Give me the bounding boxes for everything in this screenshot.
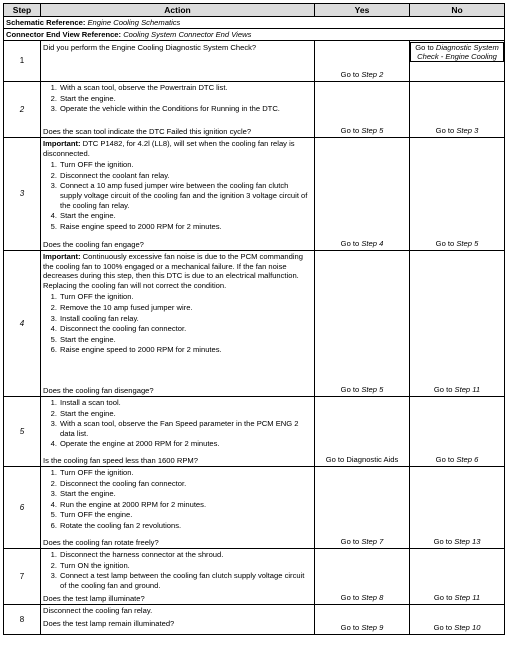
instruction-item [43, 160, 312, 170]
step-question: Is the cooling fan speed less than 1600 RPM? [43, 456, 198, 466]
step-action [41, 41, 315, 82]
instruction-text: Disconnect the cooling fan connector. [60, 324, 187, 334]
step-number: 8 [4, 605, 41, 635]
instruction-number: 4. [50, 324, 57, 334]
instruction-number: 2. [50, 478, 57, 488]
step-number: 1 [4, 41, 41, 82]
instruction-text: Turn OFF the ignition. [60, 292, 134, 302]
step-number: 2 [4, 82, 41, 138]
connector-reference [4, 29, 505, 41]
instruction-number: 4. [50, 439, 57, 449]
step-number: 7 [4, 549, 41, 605]
yes-cell [315, 41, 410, 82]
yes-prefix: Go to [340, 239, 362, 249]
no-link[interactable] [436, 455, 479, 464]
instruction-text: Raise engine speed to 2000 RPM for 2 minutes. [60, 345, 222, 355]
instruction-number: 5. [50, 221, 57, 231]
instruction-item [43, 104, 312, 114]
schematic-label: Schematic Reference: [6, 18, 86, 27]
step-row [4, 138, 505, 251]
no-step: Step 10 [454, 623, 481, 633]
instruction-item [43, 171, 312, 181]
instruction-number: 1. [50, 292, 57, 302]
instruction-item [43, 409, 312, 419]
schematic-reference-row [4, 17, 505, 29]
header-step: Step [4, 4, 41, 17]
instruction-text: With a scan tool, observe the Fan Speed parameter in the PCM ENG 2 data list. [60, 419, 299, 438]
header-action: Action [41, 4, 315, 17]
no-prefix: Go to [435, 455, 457, 465]
instruction-item [43, 211, 312, 221]
yes-cell [315, 397, 410, 467]
step-row [4, 41, 505, 82]
instruction-text: Start the engine. [60, 408, 116, 418]
instruction-number: 4. [50, 211, 57, 221]
no-prefix: Go to [433, 623, 455, 633]
instruction-number: 3. [50, 489, 57, 499]
step-action [41, 251, 315, 397]
yes-link[interactable] [341, 70, 384, 79]
instruction-text: Disconnect the harness connector at the shroud. [60, 550, 224, 559]
no-link[interactable] [434, 623, 481, 632]
no-link[interactable] [434, 593, 480, 602]
instruction-text: Connect a test lamp between the cooling fan clutch supply voltage circuit of the cooling fan and ground. [60, 571, 305, 590]
no-cell [410, 41, 505, 82]
no-link[interactable] [410, 42, 504, 62]
no-cell [410, 397, 505, 467]
action-line: Disconnect the cooling fan relay. [43, 606, 153, 615]
instruction-item [43, 571, 312, 590]
yes-cell [315, 605, 410, 635]
instruction-number: 2. [50, 170, 57, 180]
instruction-number: 1. [50, 160, 57, 170]
step-action [41, 397, 315, 467]
step-question: Does the cooling fan disengage? [43, 386, 154, 396]
header-no: No [410, 4, 505, 17]
instruction-text: Remove the 10 amp fused jumper wire. [60, 302, 193, 312]
step-action [41, 467, 315, 549]
instruction-item [43, 550, 312, 560]
instruction-number: 4. [50, 499, 57, 509]
no-link[interactable] [434, 385, 480, 394]
instruction-text: Turn OFF the ignition. [60, 160, 134, 170]
connector-label: Connector End View Reference: [6, 30, 122, 39]
action-line: Does the test lamp remain illuminated? [43, 618, 175, 628]
step-question: Does the scan tool indicate the DTC Failed this ignition cycle? [43, 127, 252, 137]
step-question: Does the test lamp illuminate? [43, 594, 145, 604]
step-question: Does the cooling fan rotate freely? [43, 538, 159, 548]
instruction-text: Connect a 10 amp fused jumper wire between the cooling fan clutch supply voltage circuit of the cooling fan and the ignition 3 voltage circuit of the cooling fan relay. [60, 181, 308, 210]
important-text: Continuously excessive fan noise is due to the PCM commanding the cooling fan to 100% engaged or a mechanical failure. If the fan noise decreases during this step, then this DTC is due to an electrical malfunction. Replacing the cooling fan will not correct the condition. [43, 252, 304, 290]
yes-cell [315, 549, 410, 605]
yes-step: Step 9 [361, 623, 384, 633]
instruction-item [43, 292, 312, 302]
no-link[interactable] [436, 239, 479, 248]
yes-step: Step 4 [361, 239, 384, 249]
instruction-item [43, 439, 312, 449]
yes-prefix: Go to [340, 623, 362, 633]
instruction-text: Raise engine speed to 2000 RPM for 2 minutes. [60, 221, 222, 231]
yes-prefix: Go to [340, 593, 362, 603]
instruction-number: 2. [50, 560, 57, 570]
yes-step: Step 8 [361, 593, 384, 603]
yes-step: Step 5 [361, 126, 384, 136]
yes-cell [315, 251, 410, 397]
yes-prefix: Go to [340, 126, 362, 136]
no-cell [410, 251, 505, 397]
instruction-number: 2. [50, 408, 57, 418]
instruction-item [43, 303, 312, 313]
instruction-list [43, 468, 312, 531]
step-action [41, 138, 315, 251]
no-prefix: Go to [435, 126, 457, 136]
instruction-number: 3. [50, 571, 57, 581]
instruction-number: 5. [50, 334, 57, 344]
step-row [4, 467, 505, 549]
instruction-number: 6. [50, 345, 57, 355]
schematic-link[interactable]: Engine Cooling Schematics [87, 18, 181, 27]
important-note [43, 139, 312, 158]
no-step: Diagnostic System Check - Engine Cooling [417, 43, 499, 61]
yes-link[interactable] [341, 537, 384, 546]
no-step: Step 11 [454, 593, 481, 603]
instruction-number: 2. [50, 93, 57, 103]
instruction-item [43, 222, 312, 232]
yes-link[interactable] [341, 239, 384, 248]
instruction-text: Install a scan tool. [60, 398, 121, 407]
instruction-text: Disconnect the coolant fan relay. [60, 170, 170, 180]
no-step: Step 5 [456, 239, 479, 249]
instruction-number: 1. [50, 83, 57, 92]
no-cell [410, 82, 505, 138]
instruction-item [43, 324, 312, 334]
yes-cell [315, 138, 410, 251]
instruction-list [43, 398, 312, 449]
important-label: Important: [43, 139, 81, 148]
instruction-number: 1. [50, 550, 57, 559]
instruction-list [43, 160, 312, 231]
yes-link[interactable] [341, 385, 384, 394]
step-row [4, 549, 505, 605]
instruction-list [43, 83, 312, 114]
instruction-number: 3. [50, 419, 57, 429]
instruction-number: 1. [50, 398, 57, 407]
instruction-item [43, 489, 312, 499]
important-label: Important: [43, 252, 81, 261]
instruction-text: Rotate the cooling fan 2 revolutions. [60, 520, 182, 530]
instruction-number: 1. [50, 468, 57, 477]
no-cell [410, 138, 505, 251]
yes-step: Step 7 [361, 537, 384, 547]
yes-prefix: Go to [340, 537, 362, 547]
instruction-item [43, 479, 312, 489]
instruction-list [43, 292, 312, 355]
connector-link[interactable]: Cooling System Connector End Views [123, 30, 252, 39]
yes-link[interactable] [341, 126, 384, 135]
instruction-text: Disconnect the cooling fan connector. [60, 478, 187, 488]
instruction-item [43, 94, 312, 104]
yes-link[interactable] [341, 623, 384, 632]
instruction-item [43, 335, 312, 345]
instruction-text: Turn OFF the engine. [60, 510, 133, 520]
yes-link[interactable] [326, 455, 399, 464]
instruction-number: 5. [50, 510, 57, 520]
instruction-item [43, 510, 312, 520]
no-prefix: Go to [433, 537, 455, 547]
instruction-item [43, 398, 312, 408]
instruction-item [43, 419, 312, 438]
step-number: 4 [4, 251, 41, 397]
no-cell [410, 605, 505, 635]
instruction-item [43, 83, 312, 93]
instruction-text: Operate the vehicle within the Conditions for Running in the DTC. [60, 104, 280, 114]
no-link[interactable] [434, 537, 481, 546]
no-step: Step 11 [454, 385, 481, 395]
instruction-item [43, 181, 312, 210]
yes-link[interactable] [341, 593, 384, 602]
step-question: Did you perform the Engine Cooling Diagnostic System Check? [43, 43, 257, 52]
instruction-text: With a scan tool, observe the Powertrain DTC list. [60, 83, 228, 92]
instruction-number: 6. [50, 520, 57, 530]
instruction-number: 2. [50, 302, 57, 312]
important-text: DTC P1482, for 4.2l (LL8), will set when the cooling fan relay is disconnected. [43, 139, 295, 158]
document [3, 3, 504, 635]
instruction-item [43, 500, 312, 510]
no-prefix: Go to [435, 239, 457, 249]
step-number: 3 [4, 138, 41, 251]
no-cell [410, 467, 505, 549]
instruction-item [43, 561, 312, 571]
yes-prefix: Go to Diagnostic Aids [325, 455, 399, 465]
header-row [4, 4, 505, 17]
important-note [43, 252, 312, 290]
yes-step: Step 5 [361, 385, 384, 395]
instruction-item [43, 314, 312, 324]
step-action [41, 82, 315, 138]
no-step: Step 13 [454, 537, 481, 547]
instruction-text: Turn OFF the ignition. [60, 468, 134, 477]
step-action [41, 605, 315, 635]
connector-reference-row [4, 29, 505, 41]
yes-step: Step 2 [361, 70, 384, 80]
step-row [4, 82, 505, 138]
yes-cell [315, 82, 410, 138]
step-row [4, 397, 505, 467]
step-row [4, 251, 505, 397]
instruction-text: Start the engine. [60, 334, 116, 344]
step-action [41, 549, 315, 605]
instruction-text: Start the engine. [60, 489, 116, 499]
instruction-text: Start the engine. [60, 211, 116, 221]
header-yes: Yes [315, 4, 410, 17]
step-number: 5 [4, 397, 41, 467]
no-prefix: Go to [433, 385, 455, 395]
instruction-number: 3. [50, 104, 57, 114]
instruction-text: Operate the engine at 2000 RPM for 2 minutes. [60, 439, 220, 449]
instruction-text: Start the engine. [60, 93, 116, 103]
yes-cell [315, 467, 410, 549]
instruction-item [43, 345, 312, 355]
instruction-text: Install cooling fan relay. [60, 313, 139, 323]
no-step: Step 3 [456, 126, 479, 136]
step-question: Does the cooling fan engage? [43, 240, 144, 250]
instruction-text: Run the engine at 2000 RPM for 2 minutes. [60, 499, 207, 509]
yes-prefix: Go to [340, 385, 362, 395]
no-step: Step 6 [456, 455, 479, 465]
instruction-text: Turn ON the ignition. [60, 560, 130, 570]
instruction-number: 3. [50, 313, 57, 323]
yes-prefix: Go to [340, 70, 362, 80]
instruction-list [43, 550, 312, 590]
instruction-number: 3. [50, 181, 57, 191]
step-row [4, 605, 505, 635]
step-number: 6 [4, 467, 41, 549]
no-link[interactable] [436, 126, 479, 135]
no-cell [410, 549, 505, 605]
diagnostic-table [3, 3, 505, 635]
schematic-reference [4, 17, 505, 29]
no-prefix: Go to [415, 43, 436, 52]
instruction-item [43, 468, 312, 478]
no-prefix: Go to [433, 593, 455, 603]
instruction-item [43, 521, 312, 531]
